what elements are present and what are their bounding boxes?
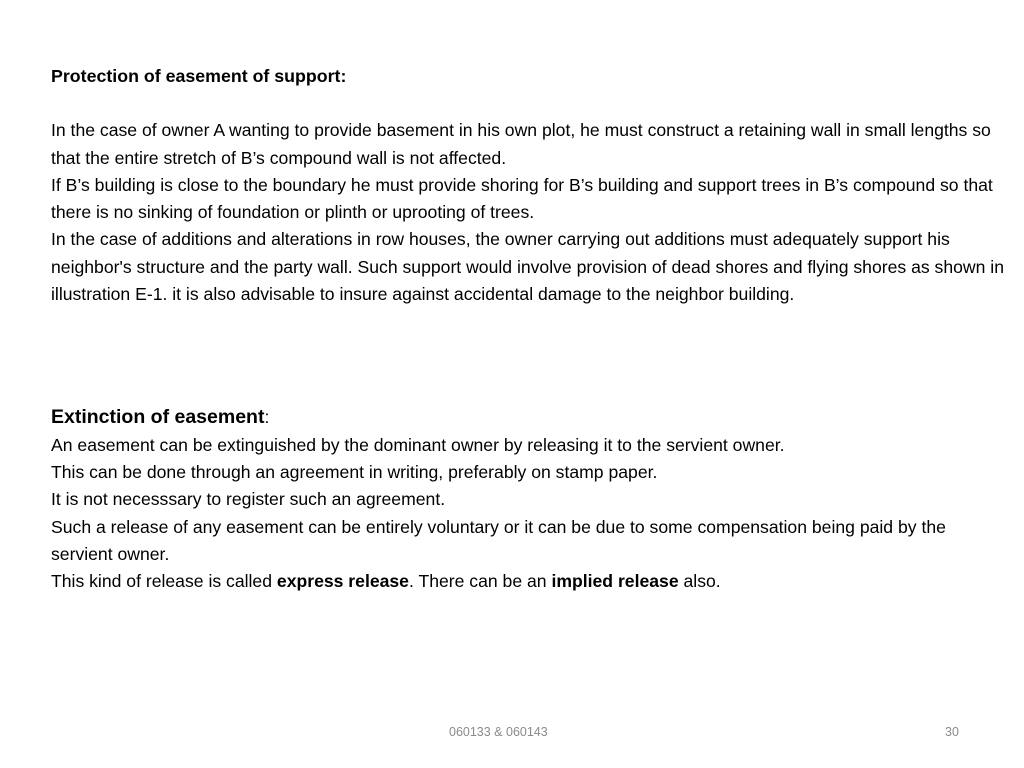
release-text-1: This kind of release is called [51, 571, 277, 592]
paragraph-extinguished: An easement can be extinguished by the dominant owner by releasing it to the servient owner. [51, 434, 785, 455]
paragraph-register: It is not necesssary to register such an agreement. [51, 489, 446, 510]
express-release-term: express release [276, 571, 409, 592]
footer-text: 060133 & 060143 [449, 725, 548, 739]
section-heading-extinction [51, 404, 1006, 431]
section-heading-extinction-text: Extinction of easement [51, 406, 265, 429]
release-text-3: also. [678, 571, 721, 592]
section-heading-protection: Protection of easement of support: [51, 66, 347, 86]
paragraph-retaining-wall: In the case of owner A wanting to provide basement in his own plot, he must construct a retaining wall in small lengths so that the entire stretch of B’s compound wall is not affected. [51, 120, 991, 168]
spacer [51, 90, 1006, 117]
paragraph-shoring: If B’s building is close to the boundary he must provide shoring for B’s building and support trees in B’s compound so that there is no sinking of foundation or plinth or uprooting of trees. [51, 174, 993, 223]
slide-number: 30 [945, 725, 959, 739]
section-heading-extinction-colon: : [264, 407, 270, 428]
slide-body [51, 63, 1006, 595]
spacer [51, 308, 1006, 404]
paragraph-row-houses: In the case of additions and alterations in row houses, the owner carrying out additions must adequately support his neighbor's structure and the party wall. Such support would involve provision of dead shores and flying shores as shown in illustration E-1. it is also advisable to insure against accidental damage to the neighbor building. [51, 229, 1004, 305]
implied-release-term: implied release [551, 571, 679, 592]
paragraph-agreement: This can be done through an agreement in writing, preferably on stamp paper. [51, 461, 658, 482]
paragraph-release-kinds [51, 568, 1006, 595]
release-text-2: . There can be an [408, 571, 552, 592]
paragraph-voluntary: Such a release of any easement can be entirely voluntary or it can be due to some compensation being paid by the servient owner. [51, 516, 946, 564]
